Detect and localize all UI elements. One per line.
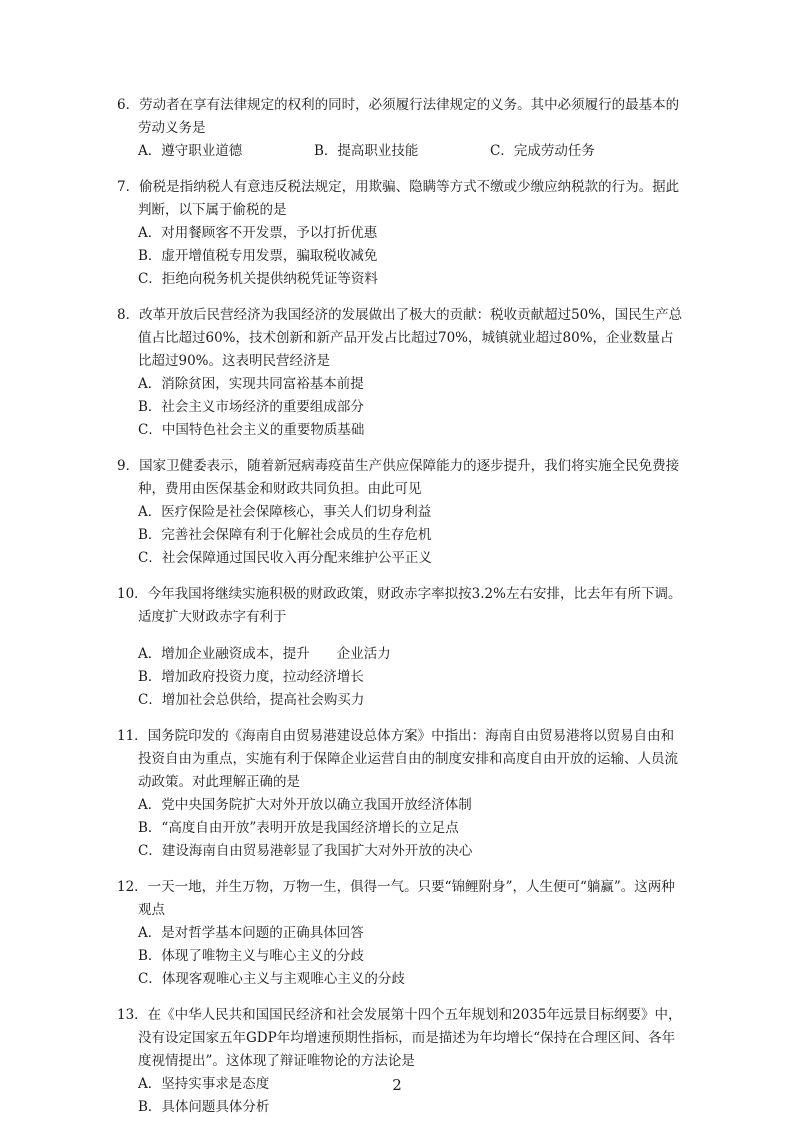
option-c: C．社会保障通过国民收入再分配来维护公平正义 xyxy=(138,550,432,566)
question-10 xyxy=(117,583,687,712)
question-12 xyxy=(117,876,687,991)
question-list xyxy=(117,94,687,1132)
option-a: A．增加企业融资成本，提升 企业活力 xyxy=(138,646,391,662)
option-b: B．提高职业技能 xyxy=(314,143,419,159)
question-stem: 7．偷税是指纳税人有意违反税法规定，用欺骗、隐瞒等方式不缴或少缴应纳税款的行为。据此判断，以下属于偷税的是 xyxy=(117,179,680,218)
option-a: A．遵守职业道德 xyxy=(138,143,243,159)
option-c: C．增加社会总供给，提高社会购买力 xyxy=(138,692,365,708)
question-13 xyxy=(117,1004,687,1119)
option-b: B．具体问题具体分析 xyxy=(138,1099,270,1115)
option-b: B．完善社会保障有利于化解社会成员的生存危机 xyxy=(138,527,432,543)
option-c: C．中国特色社会主义的重要物质基础 xyxy=(138,422,365,438)
question-stem: 6．劳动者在享有法律规定的权利的同时，必须履行法律规定的义务。其中必须履行的最基本的劳动义务是 xyxy=(117,97,680,136)
blank-gap xyxy=(117,629,687,643)
option-list xyxy=(117,501,687,570)
question-stem: 12．一天一地，并生万物，万物一生，俱得一气。只要“锦鲤附身”，人生便可“躺赢”。这两种观点 xyxy=(117,879,675,918)
question-7 xyxy=(117,176,687,291)
option-a: A．对用餐顾客不开发票，予以打折优惠 xyxy=(138,225,378,241)
option-c: C．体现客观唯心主义与主观唯心主义的分歧 xyxy=(138,971,405,987)
question-8 xyxy=(117,304,687,442)
question-11 xyxy=(117,725,687,863)
option-b: B．“高度自由开放”表明开放是我国经济增长的立足点 xyxy=(138,820,459,836)
option-list xyxy=(117,373,687,442)
option-a: A．医疗保险是社会保障核心，事关人们切身利益 xyxy=(138,504,432,520)
question-stem: 9．国家卫健委表示，随着新冠病毒疫苗生产供应保障能力的逐步提升，我们将实施全民免费接种，费用由医保基金和财政共同负担。由此可见 xyxy=(117,458,680,497)
option-list xyxy=(117,794,687,863)
question-stem: 10．今年我国将继续实施积极的财政政策，财政赤字率拟按3.2%左右安排，比去年有所下调。适度扩大财政赤字有利于 xyxy=(117,586,682,625)
option-c: C．拒绝向税务机关提供纳税凭证等资料 xyxy=(138,271,378,287)
option-list xyxy=(117,222,687,291)
page-number: 2 xyxy=(392,1076,402,1094)
option-a: A．党中央国务院扩大对外开放以确立我国开放经济体制 xyxy=(138,797,472,813)
option-c: C．完成劳动任务 xyxy=(490,143,595,159)
option-list xyxy=(117,922,687,991)
option-list xyxy=(117,140,687,163)
option-b: B．增加政府投资力度，拉动经济增长 xyxy=(138,669,364,685)
option-b: B．社会主义市场经济的重要组成部分 xyxy=(138,399,364,415)
option-list xyxy=(117,643,687,712)
question-stem: 11．国务院印发的《海南自由贸易港建设总体方案》中指出：海南自由贸易港将以贸易自由和投资自由为重点，实施有利于保障企业运营自由的制度安排和高度自由开放的运输、人员流动政策。对此理解正确的是 xyxy=(117,728,678,790)
option-a: A．坚持实事求是态度 xyxy=(138,1076,270,1092)
option-b: B．虚开增值税专用发票，骗取税收减免 xyxy=(138,248,378,264)
option-a: A．是对哲学基本问题的正确具体回答 xyxy=(138,925,364,941)
option-b: B．体现了唯物主义与唯心主义的分歧 xyxy=(138,948,364,964)
option-c: C．建设海南自由贸易港彰显了我国扩大对外开放的决心 xyxy=(138,843,473,859)
question-stem: 13．在《中华人民共和国国民经济和社会发展第十四个五年规划和2035年远景目标纲要》中，没有设定国家五年GDP年均增速预期性指标，而是描述为年均增长“保持在合理区间、各年度视情提出”。这体现了辩证唯物论的方法论是 xyxy=(117,1007,682,1069)
question-6 xyxy=(117,94,687,163)
question-9 xyxy=(117,455,687,570)
question-stem: 8．改革开放后民营经济为我国经济的发展做出了极大的贡献：税收贡献超过50%，国民生产总值占比超过60%，技术创新和新产品开发占比超过70%，城镇就业超过80%，企业数量占比超过90%。这表明民营经济是 xyxy=(117,307,683,369)
option-a: A．消除贫困，实现共同富裕基本前提 xyxy=(138,376,364,392)
